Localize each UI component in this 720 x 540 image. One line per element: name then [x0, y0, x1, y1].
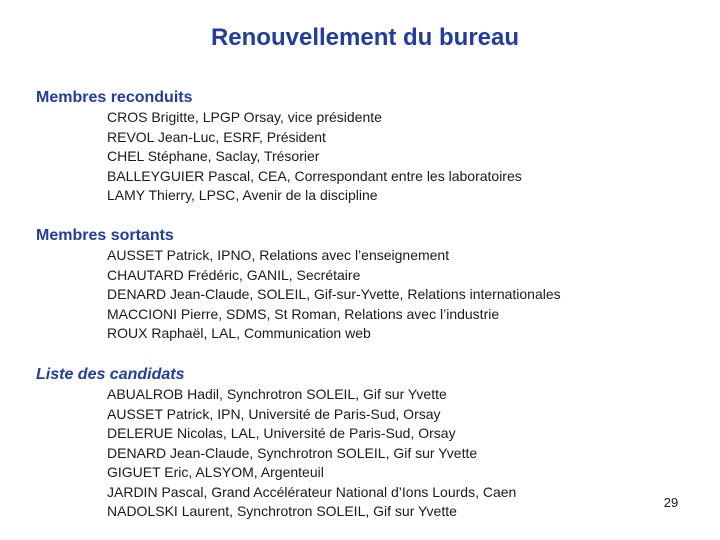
section-membres-reconduits [36, 88, 522, 206]
list-item: CROS Brigitte, LPGP Orsay, vice présidente [107, 109, 382, 125]
list-item: NADOLSKI Laurent, Synchrotron SOLEIL, Gif sur Yvette [107, 503, 457, 519]
list-item: DELERUE Nicolas, LAL, Université de Paris-Sud, Orsay [107, 425, 456, 441]
section-heading: Membres reconduits [36, 89, 193, 106]
section-heading: Liste des candidats [36, 366, 185, 383]
list-item: DENARD Jean-Claude, Synchrotron SOLEIL, Gif sur Yvette [107, 444, 478, 461]
list-item: ROUX Raphaël, LAL, Communication web [107, 325, 371, 341]
page-title: Renouvellement du bureau [210, 24, 520, 51]
list-item: GIGUET Eric, ALSYOM, Argenteuil [107, 464, 324, 480]
member-list [36, 246, 561, 344]
section-membres-sortants [36, 226, 561, 344]
section-liste-candidats [36, 365, 516, 522]
section-heading: Membres sortants [36, 227, 174, 244]
list-item: AUSSET Patrick, IPN, Université de Paris-Sud, Orsay [107, 405, 441, 422]
list-item: DENARD Jean-Claude, SOLEIL, Gif-sur-Yvette, Relations internationales [107, 286, 561, 302]
list-item: CHAUTARD Frédéric, GANIL, Secrétaire [107, 266, 361, 283]
list-item: LAMY Thierry, LPSC, Avenir de la discipline [107, 187, 378, 203]
list-item: BALLEYGUIER Pascal, CEA, Correspondant entre les laboratoires [107, 167, 522, 184]
page-number: 29 [663, 495, 679, 510]
list-item: REVOL Jean-Luc, ESRF, Président [107, 128, 326, 145]
member-list [36, 108, 522, 206]
candidate-list [36, 385, 516, 522]
list-item: AUSSET Patrick, IPNO, Relations avec l’enseignement [107, 247, 450, 263]
list-item: JARDIN Pascal, Grand Accélérateur National d’Ions Lourds, Caen [107, 483, 517, 500]
list-item: MACCIONI Pierre, SDMS, St Roman, Relations avec l’industrie [107, 305, 500, 322]
list-item: ABUALROB Hadil, Synchrotron SOLEIL, Gif sur Yvette [107, 386, 447, 402]
list-item: CHEL Stéphane, Saclay, Trésorier [107, 148, 320, 164]
